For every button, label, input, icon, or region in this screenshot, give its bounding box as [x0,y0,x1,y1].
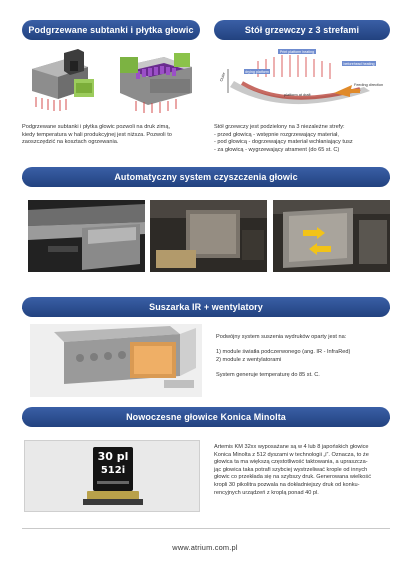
print-head-image [24,440,200,512]
dryer-description [216,334,392,380]
text-line: - pod głowicą - dogrzewający materiał wchłaniający tusz [214,139,353,146]
text-line: Podwójny system suszenia wydruków oparty jest na: [216,334,347,340]
head-stripe [97,481,129,484]
section-title-heating-table: Stół grzewczy z 3 strefami [214,20,390,40]
text-line [216,364,392,372]
heads-description [214,444,392,497]
section-title-dryer: Suszarka IR + wentylatory [22,297,390,317]
label-print-platform: Print platform heating [279,49,315,54]
cleaning-photo-1 [28,200,145,272]
cleaning-photo-2 [150,200,267,272]
text-line: kropli 30 pikolitra pozwala na dokładniejszy druk od konku- [214,481,360,488]
label-outer: Outer [219,71,227,83]
head-label-top: 30 pl [97,450,129,463]
text-line: głowic co przekłada się na szybszy druk. Generowana wielkość [214,474,372,481]
label-drying-platform: drying platform [245,69,269,74]
label-platform-at-draft: platform at draft [284,93,311,97]
subtank-heating-image [24,49,200,115]
heating-table-description [214,124,394,154]
text-line: 2) module z wentylatorami [216,356,282,363]
text-line: 1) module światła podczerwonego (ang. IR - InfraRed) [216,349,351,356]
section-title-heated-subtanks: Podgrzewane subtanki i płytka głowic [22,20,200,40]
text-line: System generuje temperaturę do 85 st. C. [216,371,320,378]
text-line: Stół grzewczy jest podzielony na 3 niezależne strefy: [214,124,345,130]
head-base [83,499,143,505]
footer-website-link[interactable]: www.atrium.com.pl [172,543,238,552]
print-head-body [93,447,133,491]
text-line: rencyjnych urządzeń z kroplą ponad 40 pl. [214,489,319,496]
head-label-bottom: 512i [100,465,126,476]
ir-dryer-image [30,324,202,397]
text-line: głowica ta ma większą częstotliwość taktowania, a upraszcza- [214,459,368,466]
text-line: - przed głowicą - wstępnie rozgrzewający materiał, [214,131,339,138]
section-title-cleaning: Automatyczny system czyszczenia głowic [22,167,390,187]
text-line: Podgrzewane subtanki i płytka głowic pozwoli na druk zimą, [22,124,170,130]
text-line: - za głowicą - wygrzewający atrament (do 65 st. C) [214,146,340,153]
text-line: kiedy temperatura w hali produkcyjnej jest niższa. Pozwoli to [22,131,172,138]
subtank-description [22,124,202,147]
text-line: zaoszczędzić na kosztach ogrzewania. [22,139,119,146]
section-title-heads: Nowoczesne głowice Konica Minolta [22,407,390,427]
cleaning-photo-3 [273,200,390,272]
label-before-head: beforehead heating [343,61,375,66]
text-line: Artemis KM 32xx wyposażane są w 4 lub 8 japońskich głowice [214,444,369,450]
text-line: jąc głowica taka potrafi szybciej wystrzeliwać krople od innych [214,466,368,473]
label-feeding-direction: Feeding direction [354,83,384,87]
heating-table-diagram [214,47,390,117]
text-line: Konica Minolta z 512 dyszami w technologii „i”. Oznacza, to że [214,451,369,458]
footer-divider [22,528,390,529]
text-line [216,342,392,350]
